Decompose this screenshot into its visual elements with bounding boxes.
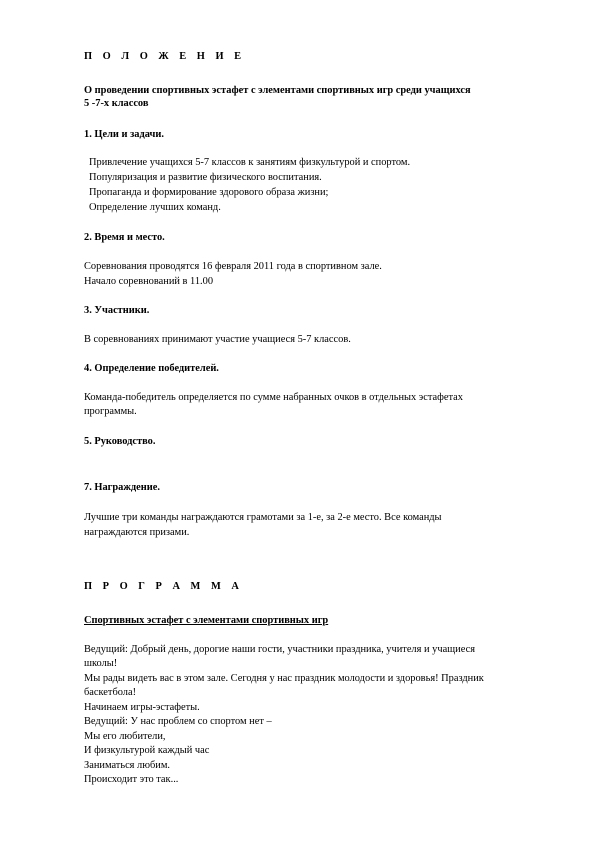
section-participants-title: 3. Участники. (84, 305, 150, 316)
winners-line: программы. (84, 406, 137, 417)
goals-item: Определение лучших команд. (89, 202, 221, 213)
section-goals-title: 1. Цели и задачи. (84, 129, 164, 140)
script-line: баскетбола! (84, 687, 137, 698)
programma-subtitle: Спортивных эстафет с элементами спортивных игр (84, 615, 329, 626)
polozhenie-subtitle-line-1: О проведении спортивных эстафет с элементами спортивных игр среди учащихся (84, 85, 471, 96)
script-line: Ведущий: У нас проблем со спортом нет – (84, 716, 272, 727)
script-line: Мы его любители, (84, 731, 166, 742)
script-line: Ведущий: Добрый день, дорогие наши гости, участники праздника, учителя и учащиеся (84, 644, 476, 655)
goals-item: Пропаганда и формирование здорового образа жизни; (89, 187, 329, 198)
polozhenie-heading: П О Л О Ж Е Н И Е (84, 51, 246, 62)
awards-line: Лучшие три команды награждаются грамотами за 1-е, за 2-е место. Все команды (84, 512, 442, 523)
time-place-line: Соревнования проводятся 16 февраля 2011 года в спортивном зале. (84, 261, 382, 272)
script-line: Происходит это так... (84, 774, 179, 785)
section-awards-title: 7. Награждение. (84, 482, 160, 493)
section-time-place-title: 2. Время и место. (84, 232, 165, 243)
script-line: Начинаем игры-эстафеты. (84, 702, 200, 713)
awards-line: награждаются призами. (84, 527, 190, 538)
participants-line: В соревнованиях принимают участие учащиеся 5-7 классов. (84, 334, 351, 345)
script-line: Мы рады видеть вас в этом зале. Сегодня у нас праздник молодости и здоровья! Праздник (84, 673, 484, 684)
section-winners-title: 4. Определение победителей. (84, 363, 219, 374)
winners-line: Команда-победитель определяется по сумме набранных очков в отдельных эстафетах (84, 392, 463, 403)
polozhenie-subtitle-line-2: 5 -7-х классов (84, 98, 149, 109)
script-line: школы! (84, 658, 118, 669)
programma-heading: П Р О Г Р А М М А (84, 581, 243, 592)
section-leadership-title: 5. Руководство. (84, 436, 156, 447)
goals-item: Привлечение учащихся 5-7 классов к занятиям физкультурой и спортом. (89, 157, 411, 168)
goals-item: Популяризация и развитие физического воспитания. (89, 172, 322, 183)
script-line: Заниматься любим. (84, 760, 171, 771)
script-line: И физкультурой каждый час (84, 745, 210, 756)
time-place-line: Начало соревнований в 11.00 (84, 276, 214, 287)
